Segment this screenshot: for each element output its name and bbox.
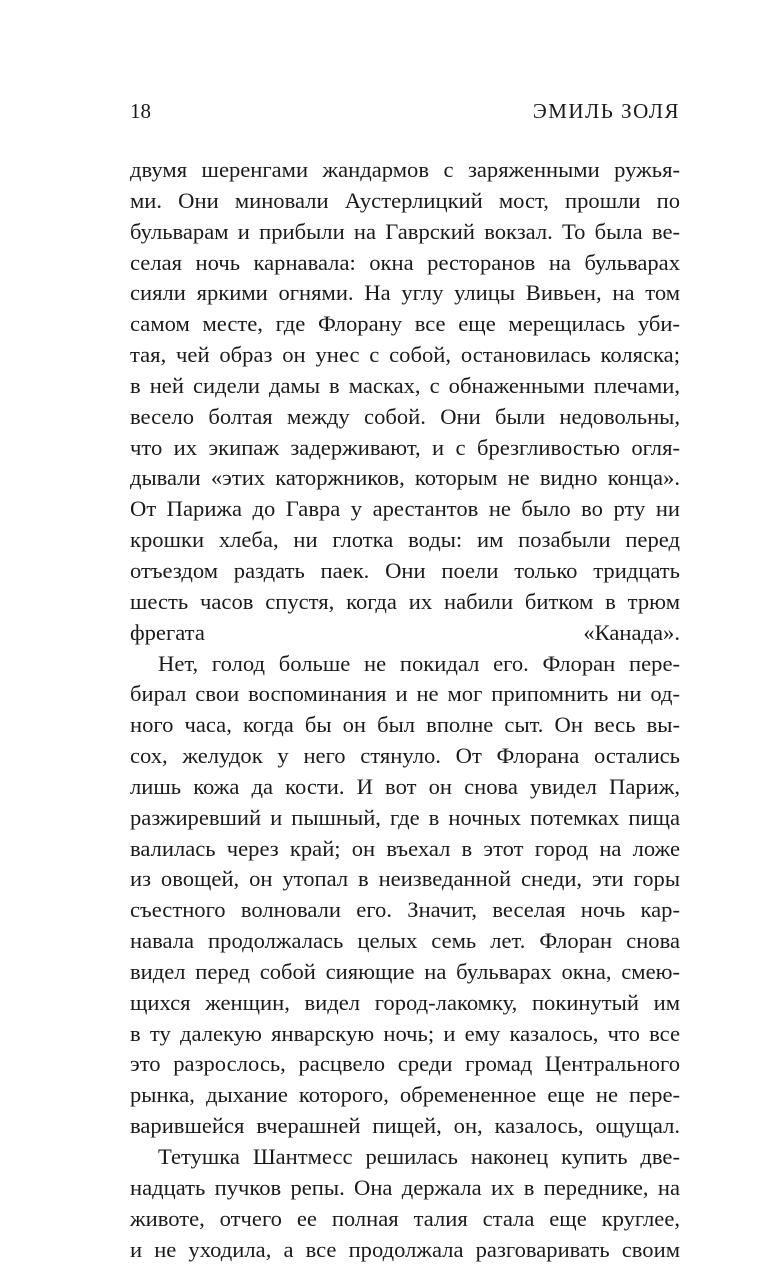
text-line: разжиревший и пышный, где в ночных потемках пища (130, 804, 680, 830)
text-line: и не уходила, а все продолжала разговаривать своим (130, 1236, 680, 1262)
text-line: сияли яркими огнями. На углу улицы Вивьен, на том (130, 280, 680, 306)
text-line: весело болтая между собой. Они были недовольны, (130, 403, 680, 429)
text-line: селая ночь карнавала: окна ресторанов на бульварах (130, 249, 680, 275)
text-line: валилась через край; он въехал в этот город на ложе (130, 835, 680, 861)
text-line: съестного волновали его. Значит, веселая ночь кар- (130, 897, 680, 923)
text-line: дывали «этих каторжников, которым не видно конца». (130, 465, 680, 491)
text-line: бирал свои воспоминания и не мог припомнить ни од- (130, 681, 680, 707)
text-line: бульварам и прибыли на Гаврский вокзал. То была ве- (130, 218, 680, 244)
text-line: лишь кожа да кости. И вот он снова увидел Париж, (130, 773, 680, 799)
page-number: 18 (130, 99, 151, 123)
text-line: что их экипаж задерживают, и с брезгливостью огля- (130, 434, 680, 460)
paragraph (130, 155, 680, 649)
text-line: фрегата «Канада». (130, 619, 680, 645)
paragraph (130, 1142, 680, 1265)
text-line: шесть часов спустя, когда их набили битком в трюм (130, 588, 680, 614)
text-line: ного часа, когда бы он был вполне сыт. Он весь вы- (130, 712, 680, 738)
text-line: в ту далекую январскую ночь; и ему казалось, что все (130, 1020, 680, 1046)
text-line: отъездом раздать паек. Они поели только тридцать (130, 557, 680, 583)
paragraph (130, 649, 680, 1143)
running-head (130, 96, 680, 126)
text-line: Тетушка Шантмесс решилась наконец купить две- (158, 1144, 680, 1169)
text-line: надцать пучков репы. Она держала их в переднике, на (130, 1174, 680, 1200)
text-line: двумя шеренгами жандармов с заряженными ружья- (130, 157, 680, 182)
text-line: От Парижа до Гавра у арестантов не было во рту ни (130, 496, 680, 522)
text-line: щихся женщин, видел город-лакомку, покинутый им (130, 989, 680, 1015)
text-line: в ней сидели дамы в масках, с обнаженными плечами, (130, 372, 680, 398)
text-line: животе, отчего ее полная талия стала еще круглее, (130, 1205, 680, 1231)
author-name: ЭМИЛЬ ЗОЛЯ (532, 99, 680, 123)
text-line: крошки хлеба, ни глотка воды: им позабыли перед (130, 527, 680, 553)
text-line: ми. Они миновали Аустерлицкий мост, прошли по (130, 187, 680, 213)
text-line: рынка, дыхание которого, обремененное еще не пере- (130, 1082, 680, 1108)
text-line: из овощей, он утопал в неизведанной снеди, эти горы (130, 866, 680, 892)
text-line: навала продолжалась целых семь лет. Флоран снова (130, 928, 680, 954)
text-line: самом месте, где Флорану все еще мерещилась уби- (130, 311, 680, 337)
text-line: варившейся вчерашней пищей, он, казалось, ощущал. (130, 1113, 680, 1139)
text-line: тая, чей образ он унес с собой, остановилась коляска; (130, 342, 680, 368)
text-line: сох, желудок у него стянуло. От Флорана остались (130, 743, 680, 769)
text-line: Нет, голод больше не покидал его. Флоран пере- (158, 650, 680, 676)
body-text (130, 155, 680, 1265)
text-line: видел перед собой сияющие на бульварах окна, смею- (130, 958, 680, 984)
text-line: это разрослось, расцвело среди громад Центрального (130, 1051, 680, 1077)
